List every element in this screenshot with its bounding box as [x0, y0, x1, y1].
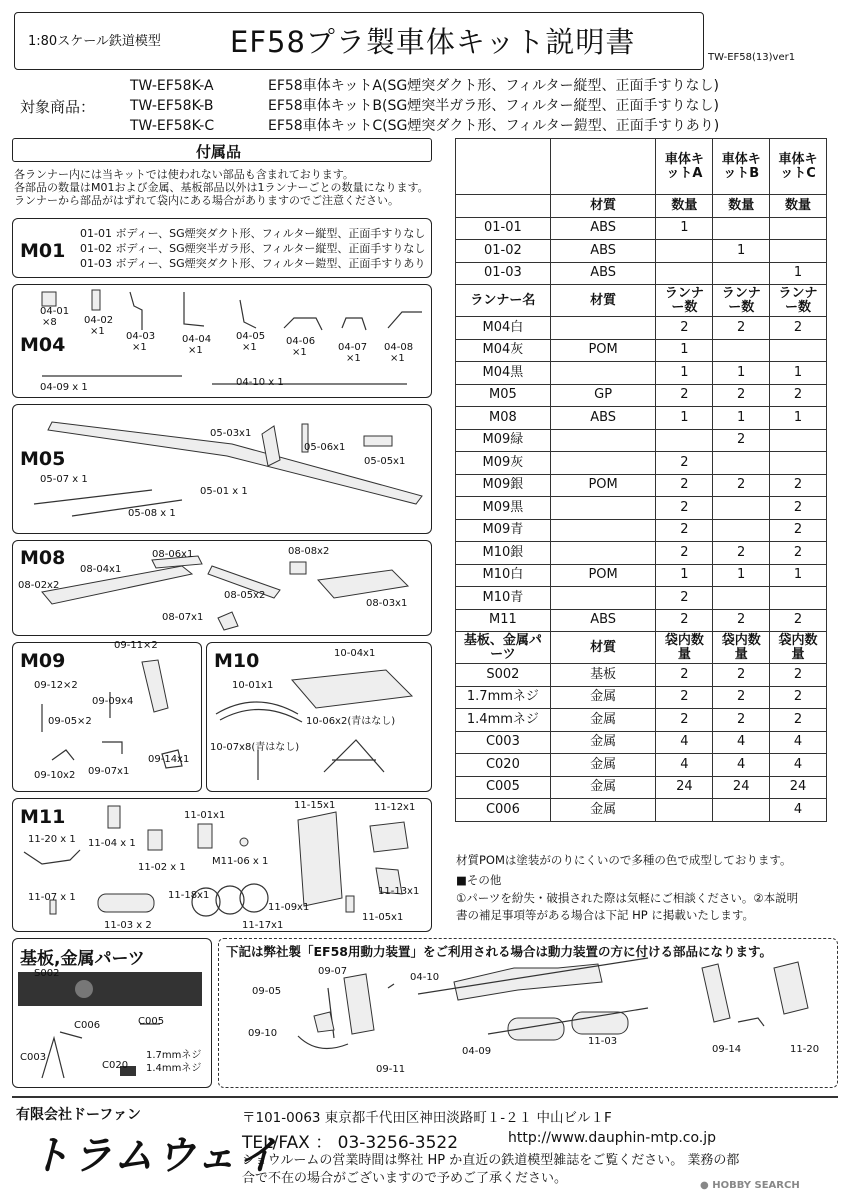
table-cell: 2: [770, 317, 827, 340]
part-label: 04-10 x 1: [236, 377, 284, 388]
table-cell: 4: [713, 731, 770, 754]
table-row: [456, 217, 827, 240]
part-label: 05-08 x 1: [128, 508, 176, 519]
part-label: 08-04x1: [80, 564, 122, 575]
part-label: C005: [138, 1016, 165, 1027]
table-cell: [713, 262, 770, 285]
table-cell: [550, 362, 656, 385]
table-cell: 4: [770, 754, 827, 777]
version-label: TW-EF58(13)ver1: [708, 52, 796, 63]
table-cell: 1: [770, 564, 827, 587]
table-cell: 2: [770, 519, 827, 542]
product-row: TW-EF58K-A EF58車体キットA(SG煙突ダクト形、フィルター縦型、正面手すりなし): [130, 78, 719, 94]
part-label: 05-03x1: [210, 428, 252, 439]
part-label: 09-10x2: [34, 770, 76, 781]
table-cell: 1: [713, 362, 770, 385]
table-cell: ABS: [550, 262, 656, 285]
m01-items: 01-01 ボディー、SG煙突ダクト形、フィルター縦型、正面手すりなし 01-02 ボディー、SG煙突半ガラ形、フィルター縦型、正面手すりなし 01-03 ボディー、SG煙突ダクト形、フィルター鎧型、正面手すりあり: [80, 227, 426, 270]
pom-note: 材質POMは塗装がのりにくいので多種の色で成型しております。: [456, 853, 792, 867]
part-label: 08-05x2: [224, 590, 266, 601]
part-label: ×1: [292, 347, 307, 358]
part-label: 04-09: [462, 1046, 492, 1057]
table-cell: 2: [713, 609, 770, 632]
part-label: 11-20: [790, 1044, 820, 1055]
table-row: [456, 262, 827, 285]
part-label: 04-09 x 1: [40, 382, 88, 393]
table-cell: ABS: [550, 217, 656, 240]
part-label: 04-08: [384, 342, 414, 353]
table-cell: 1: [656, 217, 713, 240]
part-label: 04-06: [286, 336, 316, 347]
m04-drawing: [12, 284, 432, 398]
table-cell: 4: [713, 754, 770, 777]
table-cell: 金属: [550, 709, 656, 732]
table-cell: 2: [656, 384, 713, 407]
metal-title: 基板,金属パーツ: [20, 949, 145, 969]
table-cell: [550, 429, 656, 452]
product-row: TW-EF58K-B EF58車体キットB(SG煙突半ガラ形、フィルター縦型、正面手すりなし): [130, 98, 720, 114]
m05-drawing: [12, 404, 432, 534]
part-label: ×1: [90, 326, 105, 337]
table-row: [456, 384, 827, 407]
table-row: [456, 587, 827, 610]
table-cell: 2: [656, 587, 713, 610]
table-cell: 2: [656, 519, 713, 542]
table-cell: 4: [770, 799, 827, 822]
table-cell: 01-02: [456, 240, 551, 263]
table-cell: M09灰: [456, 452, 551, 475]
part-label: 08-07x1: [162, 612, 204, 623]
table-row: [456, 564, 827, 587]
product-list: [130, 76, 719, 136]
m09-name: M09: [20, 650, 66, 672]
table-cell: ABS: [550, 609, 656, 632]
table-cell: M05: [456, 384, 551, 407]
table-cell: 1: [656, 339, 713, 362]
part-label: 08-06x1: [152, 549, 194, 560]
table-cell: M09黒: [456, 497, 551, 520]
part-label: 09-07x1: [88, 766, 130, 777]
part-label: 11-18x1: [168, 890, 210, 901]
table-cell: [550, 497, 656, 520]
power-drawing: [218, 938, 838, 1088]
table-cell: 金属: [550, 686, 656, 709]
table-cell: M11: [456, 609, 551, 632]
part-label: 09-12×2: [34, 680, 78, 691]
table-cell: [656, 240, 713, 263]
company-name: 有限会社ドーファン: [16, 1107, 142, 1123]
table-cell: 2: [713, 686, 770, 709]
table-cell: 1: [713, 407, 770, 430]
scale-label: 1:80スケール鉄道模型: [28, 34, 161, 49]
table-row: [456, 542, 827, 565]
m05-name: M05: [20, 448, 66, 470]
part-label: 05-01 x 1: [200, 486, 248, 497]
table-cell: 2: [656, 452, 713, 475]
table-cell: M10青: [456, 587, 551, 610]
table-row: [456, 497, 827, 520]
table-cell: 1: [656, 407, 713, 430]
table-cell: [550, 452, 656, 475]
table-cell: 24: [770, 776, 827, 799]
table-row: [456, 519, 827, 542]
table-row: [456, 429, 827, 452]
part-label: 09-14x1: [148, 754, 190, 765]
part-label: 10-06x2(青はなし): [306, 716, 396, 727]
table-cell: [550, 542, 656, 565]
table-cell: 1: [770, 262, 827, 285]
tel-fax: TEL/FAX ： 03-3256-3522: [242, 1133, 459, 1153]
table-cell: POM: [550, 564, 656, 587]
other-title: ■その他: [456, 873, 502, 887]
table-cell: ランナー数: [656, 285, 713, 317]
table-cell: 2: [656, 664, 713, 687]
power-title: 下記は弊社製「EF58用動力装置」をご利用される場合は動力装置の方に付ける部品になります。: [226, 944, 772, 959]
table-cell: C005: [456, 776, 551, 799]
part-label: 09-10: [248, 1028, 278, 1039]
table-row: [456, 731, 827, 754]
table-cell: 2: [713, 429, 770, 452]
part-label: C006: [74, 1020, 101, 1031]
table-cell: 材質: [550, 285, 656, 317]
table-cell: 2: [713, 317, 770, 340]
table-cell: 2: [656, 686, 713, 709]
table-cell: M04灰: [456, 339, 551, 362]
table-cell: M09緑: [456, 429, 551, 452]
table-cell: ランナー数: [713, 285, 770, 317]
part-label: 09-07: [318, 966, 348, 977]
part-label: 11-01x1: [184, 810, 226, 821]
table-cell: M08: [456, 407, 551, 430]
table-cell: 1.7mmネジ: [456, 686, 551, 709]
table-cell: 数量: [770, 195, 827, 218]
part-label: 11-05x1: [362, 912, 404, 923]
table-cell: 2: [656, 317, 713, 340]
website-link[interactable]: http://www.dauphin-mtp.co.jp: [508, 1130, 717, 1146]
table-cell: 1.4mmネジ: [456, 709, 551, 732]
m01-name: M01: [20, 240, 66, 262]
m10-name: M10: [214, 650, 260, 672]
table-cell: 2: [770, 497, 827, 520]
table-cell: 2: [770, 664, 827, 687]
part-label: C003: [20, 1052, 47, 1063]
table-cell: C003: [456, 731, 551, 754]
part-label: 11-20 x 1: [28, 834, 76, 845]
table-cell: 2: [770, 709, 827, 732]
table-row: [456, 317, 827, 340]
part-label: 10-04x1: [334, 648, 376, 659]
table-cell: 4: [656, 754, 713, 777]
table-cell: M10銀: [456, 542, 551, 565]
m04-name: M04: [20, 334, 66, 356]
table-cell: C020: [456, 754, 551, 777]
table-cell: M09銀: [456, 474, 551, 497]
table-cell: [713, 799, 770, 822]
table-cell: 1: [656, 362, 713, 385]
table-cell: 数量: [713, 195, 770, 218]
accessories-notes: 各ランナー内には当キットでは使われない部品も含まれております。 各部品の数量はM01および金属、基板部品以外は1ランナーごとの数量になります。 ランナーから部品がはずれて袋内にある場合がありますのでご注意ください。: [14, 168, 429, 207]
table-cell: [770, 217, 827, 240]
table-cell: [550, 519, 656, 542]
table-cell: M10白: [456, 564, 551, 587]
table-cell: 2: [713, 474, 770, 497]
table-cell: 2: [656, 474, 713, 497]
part-label: ×1: [188, 345, 203, 356]
table-cell: M04白: [456, 317, 551, 340]
part-label: 11-07 x 1: [28, 892, 76, 903]
table-cell: [713, 339, 770, 362]
table-row: [456, 709, 827, 732]
part-label: 11-15x1: [294, 800, 336, 811]
part-label: 11-12x1: [374, 802, 416, 813]
table-cell: 金属: [550, 754, 656, 777]
part-label: 08-02x2: [18, 580, 60, 591]
table-cell: [770, 429, 827, 452]
table-cell: 材質: [550, 195, 656, 218]
table-cell: M04黒: [456, 362, 551, 385]
part-label: 09-11: [376, 1064, 406, 1075]
part-label: C020: [102, 1060, 129, 1071]
table-cell: [550, 317, 656, 340]
part-label: ×8: [42, 317, 57, 328]
table-cell: [713, 452, 770, 475]
table-cell: 基板: [550, 664, 656, 687]
table-cell: 01-01: [456, 217, 551, 240]
table-cell: ランナー数: [770, 285, 827, 317]
watermark: ● HOBBY SEARCH: [700, 1180, 800, 1191]
part-label: 08-08x2: [288, 546, 330, 557]
part-label: 09-11×2: [114, 640, 158, 651]
table-row: [456, 339, 827, 362]
part-label: 10-07x8(青はなし): [210, 742, 300, 753]
part-label: 04-04: [182, 334, 212, 345]
part-label: 08-03x1: [366, 598, 408, 609]
table-cell: 2: [770, 474, 827, 497]
part-label: 11-03: [588, 1036, 618, 1047]
table-cell: [770, 240, 827, 263]
part-label: 11-09x1: [268, 902, 310, 913]
brand-logo: トラムウェイ: [30, 1133, 280, 1179]
table-cell: [770, 452, 827, 475]
m08-name: M08: [20, 547, 66, 569]
table-cell: 2: [713, 709, 770, 732]
table-cell: [550, 587, 656, 610]
table-row: [456, 452, 827, 475]
part-label: 10-01x1: [232, 680, 274, 691]
table-cell: M09青: [456, 519, 551, 542]
part-label: 1.7mmネジ: [146, 1050, 202, 1061]
part-label: 09-05: [252, 986, 282, 997]
table-cell: 2: [713, 664, 770, 687]
table-cell: 2: [770, 384, 827, 407]
table-body: [456, 195, 827, 822]
table-cell: POM: [550, 339, 656, 362]
table-cell: 袋内数量: [656, 632, 713, 664]
part-label: 05-07 x 1: [40, 474, 88, 485]
table-cell: 金属: [550, 731, 656, 754]
table-row: [456, 799, 827, 822]
table-cell: 金属: [550, 776, 656, 799]
table-cell: 1: [770, 407, 827, 430]
table-cell: 2: [656, 542, 713, 565]
table-cell: 24: [656, 776, 713, 799]
table-cell: 2: [770, 686, 827, 709]
page-title: EF58プラ製車体キット説明書: [230, 25, 636, 59]
table-cell: 2: [770, 609, 827, 632]
product-row: TW-EF58K-C EF58車体キットC(SG煙突ダクト形、フィルター鎧型、正面手すりあり): [130, 118, 720, 134]
table-row: [456, 664, 827, 687]
part-label: 09-05×2: [48, 716, 92, 727]
part-label: S002: [34, 968, 60, 979]
table-row: [456, 240, 827, 263]
table-cell: 袋内数量: [713, 632, 770, 664]
other-notes: ①パーツを紛失・破損された際は気軽にご相談ください。②本説明 書の補足事項等がある場合は下記 HP に掲載いたします。: [456, 891, 799, 922]
part-label: 04-02: [84, 315, 114, 326]
table-cell: 1: [713, 564, 770, 587]
part-label: 11-04 x 1: [88, 838, 136, 849]
table-cell: 2: [656, 709, 713, 732]
table-cell: 金属: [550, 799, 656, 822]
table-row: [456, 285, 827, 317]
part-label: 05-06x1: [304, 442, 346, 453]
table-cell: [713, 217, 770, 240]
part-label: ×1: [346, 353, 361, 364]
table-cell: 01-03: [456, 262, 551, 285]
part-label: 09-14: [712, 1044, 742, 1055]
table-cell: 1: [656, 564, 713, 587]
target-label: 対象商品：: [20, 98, 96, 116]
table-cell: [713, 519, 770, 542]
table-cell: [456, 195, 551, 218]
part-label: 09-09x4: [92, 696, 134, 707]
table-cell: 材質: [550, 632, 656, 664]
table-cell: ABS: [550, 407, 656, 430]
table-row: [456, 632, 827, 664]
table-row: [456, 195, 827, 218]
table-row: [456, 754, 827, 777]
table-row: [456, 362, 827, 385]
part-label: 04-10: [410, 972, 440, 983]
table-cell: 袋内数量: [770, 632, 827, 664]
table-cell: 24: [713, 776, 770, 799]
accessories-title: 付属品: [196, 143, 242, 161]
table-cell: 基板、金属パーツ: [456, 632, 551, 664]
part-label: 05-05x1: [364, 456, 406, 467]
table-cell: 1: [713, 240, 770, 263]
table-cell: 数量: [656, 195, 713, 218]
table-cell: 1: [770, 362, 827, 385]
table-cell: 2: [713, 542, 770, 565]
table-cell: POM: [550, 474, 656, 497]
table-cell: [713, 587, 770, 610]
table-cell: ランナー名: [456, 285, 551, 317]
table-row: [456, 686, 827, 709]
part-label: 11-03 x 2: [104, 920, 152, 931]
part-label: ×1: [242, 342, 257, 353]
table-cell: [656, 262, 713, 285]
part-label: 11-13x1: [378, 886, 420, 897]
part-label: 04-05: [236, 331, 266, 342]
m11-name: M11: [20, 806, 66, 828]
showroom-note: ショウルームの営業時間は弊社 HP か直近の鉄道模型雑誌をご覧ください。 業務の都 合で不在の場合がございますので予めご了承ください。: [242, 1153, 740, 1186]
part-label: ×1: [390, 353, 405, 364]
table-cell: 2: [770, 542, 827, 565]
table-cell: 2: [656, 609, 713, 632]
table-cell: [656, 799, 713, 822]
footer-rule: [12, 1096, 838, 1098]
table-row: 車体キットA 車体キットB 車体キットC: [456, 139, 827, 195]
table-cell: 2: [656, 497, 713, 520]
table-row: [456, 407, 827, 430]
part-label: 04-03: [126, 331, 156, 342]
table-row: [456, 776, 827, 799]
table-cell: [770, 339, 827, 362]
table-row: [456, 609, 827, 632]
part-label: 11-17x1: [242, 920, 284, 931]
part-label: 04-07: [338, 342, 368, 353]
m08-drawing: [12, 540, 432, 636]
watermark-icon: ●: [700, 1180, 709, 1191]
table-cell: ABS: [550, 240, 656, 263]
table-cell: [656, 429, 713, 452]
table-cell: 4: [770, 731, 827, 754]
parts-table: [455, 138, 827, 822]
table-cell: S002: [456, 664, 551, 687]
table-cell: [770, 587, 827, 610]
table-cell: C006: [456, 799, 551, 822]
part-label: M11-06 x 1: [212, 856, 269, 867]
address: 〒101-0063 東京都千代田区神田淡路町１-２１ 中山ビル１F: [242, 1110, 612, 1126]
part-label: 1.4mmネジ: [146, 1063, 202, 1074]
part-label: 04-01: [40, 306, 70, 317]
table-row: [456, 474, 827, 497]
table-cell: [713, 497, 770, 520]
part-label: 11-02 x 1: [138, 862, 186, 873]
table-cell: 4: [656, 731, 713, 754]
table-cell: GP: [550, 384, 656, 407]
part-label: ×1: [132, 342, 147, 353]
table-cell: 2: [713, 384, 770, 407]
